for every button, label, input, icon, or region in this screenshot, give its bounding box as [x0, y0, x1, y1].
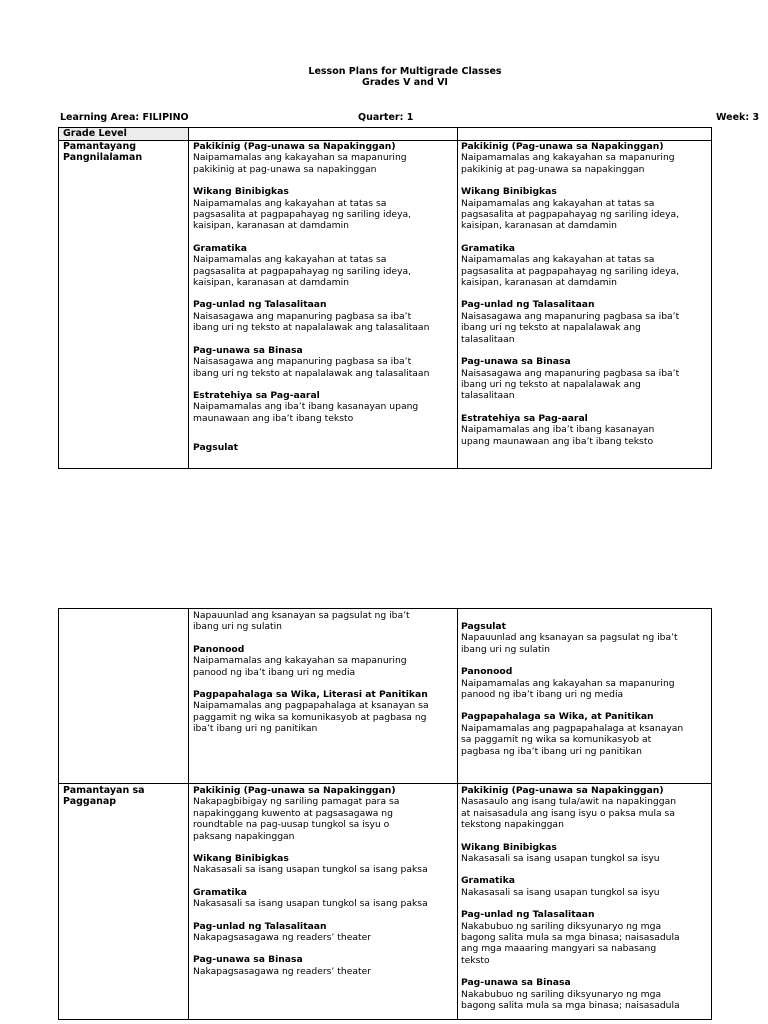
section	[461, 785, 711, 831]
section	[461, 909, 711, 966]
section	[461, 413, 711, 447]
section-heading: Panonood	[461, 666, 513, 678]
column-divider	[457, 609, 458, 1019]
section	[193, 689, 455, 735]
section-body: Nakabubuo ng sariling diksyunaryo ng mga bagong salita mula sa mga binasa; naisasadula ang mga maaaring mangyari sa nabasang teksto	[461, 920, 680, 966]
section	[193, 644, 455, 678]
section-heading: Pagpapahalaga sa Wika, at Panitikan	[461, 711, 654, 723]
section-body: Naipamamalas ang iba’t ibang kasanayan upang maunawaan ang iba’t ibang teksto	[461, 424, 655, 447]
section-body: Naipamamalas ang kakayahan at tatas sa pagsasalita at pagpapahayag ng sariling ideya, kaisipan, karanasan at damdamin	[193, 197, 412, 232]
section-body: Naipamamalas ang kakayahan at tatas sa pagsasalita at pagpapahayag ng sariling ideya, kaisipan, karanasan at damdamin	[193, 254, 412, 289]
section-heading: Pag-unawa sa Binasa	[461, 977, 571, 989]
section-heading: Pag-unawa sa Binasa	[193, 344, 303, 356]
section	[193, 785, 455, 842]
grade-vi-performance-cell	[461, 785, 711, 1012]
section	[461, 186, 711, 232]
section-heading: Gramatika	[193, 886, 247, 898]
section-heading: Estratehiya sa Pag-aaral	[193, 389, 320, 401]
section	[461, 621, 711, 655]
section	[461, 875, 711, 898]
section-heading: Pagsulat	[461, 621, 507, 632]
section	[193, 186, 455, 232]
section-body: Naipamamalas ang pagpapahalaga at ksanayan sa paggamit ng wika sa komunikasyob at pagbasa ng iba’t ibang uri ng panitikan	[461, 722, 684, 757]
section	[193, 887, 455, 910]
content-standard-label: Pamantayang Pangnilalaman	[63, 141, 143, 164]
grade-vi-content-cont-cell	[461, 621, 711, 757]
column-divider	[188, 128, 189, 468]
section-heading: Pag-unlad ng Talasalitaan	[193, 299, 327, 311]
section	[193, 442, 455, 453]
section	[193, 390, 455, 424]
section-heading: Pag-unlad ng Talasalitaan	[461, 909, 595, 921]
section-body: Naipamamalas ang kakayahan sa mapanuring panood ng iba’t ibang uri ng media	[461, 677, 675, 701]
section-heading: Gramatika	[461, 242, 515, 254]
section-body: Nakasasali sa isang usapan tungkol sa isang paksa	[193, 864, 428, 876]
column-divider	[457, 128, 458, 468]
section	[193, 345, 455, 379]
section-body: Nasasaulo ang isang tula/awit na napakinggan at naisasadula ang isang isyu o paksa mula sa tekstong napakinggan	[461, 796, 677, 831]
section	[461, 299, 711, 345]
section-heading: Estratehiya sa Pag-aaral	[461, 412, 588, 424]
quarter-label: Quarter: 1	[358, 112, 414, 123]
section-heading: Wikang Binibigkas	[193, 853, 289, 865]
section	[461, 977, 711, 1011]
section-body: Nakabubuo ng sariling diksyunaryo ng mga bagong salita mula sa mga binasa; naisasadula	[461, 988, 680, 1012]
section	[461, 666, 711, 700]
section-heading: Pakikinig (Pag-unawa sa Napakinggan)	[461, 785, 664, 796]
section	[193, 921, 455, 944]
continuation-table	[58, 608, 712, 1020]
section-body: Nakapagsasagawa ng readers’ theater	[193, 932, 372, 944]
section-body: Naipamamalas ang kakayahan at tatas sa pagsasalita at pagpapahayag ng sariling ideya, kaisipan, karanasan at damdamin	[461, 197, 680, 232]
row-divider	[59, 783, 711, 784]
grade-level-label: Grade Level	[63, 128, 127, 139]
section	[193, 954, 455, 977]
section	[461, 842, 711, 865]
section	[193, 141, 455, 175]
section-body: Naipamamalas ang kakayahan sa mapanuring pakikinig at pag-unawa sa napakinggan	[461, 152, 675, 175]
section-body: Naisasagawa ang mapanuring pagbasa sa iba’t ibang uri ng teksto at napalalawak ang talasalitaan	[193, 310, 430, 334]
section-body: Naipamamalas ang kakayahan at tatas sa pagsasalita at pagpapahayag ng sariling ideya, kaisipan, karanasan at damdamin	[461, 254, 680, 289]
section-heading: Wikang Binibigkas	[461, 841, 557, 853]
section-body: Nakasasali sa isang usapan tungkol sa isyu	[461, 886, 660, 898]
section-body: Naipamamalas ang iba’t ibang kasanayan upang maunawaan ang iba’t ibang teksto	[193, 401, 419, 424]
section	[461, 243, 711, 289]
section-heading: Wikang Binibigkas	[193, 186, 289, 198]
section-body: Naisasagawa ang mapanuring pagbasa sa iba’t ibang uri ng teksto at napalalawak ang talasalitaan	[193, 356, 430, 379]
section-body: Nakapagbibigay ng sariling pamagat para sa napakinggang kuwento at pagsasagawa ng roundtable na pag-uusap tungkol sa isyu o paksang napakinggan	[193, 796, 400, 842]
section-body: Napauunlad ang ksanayan sa pagsulat ng iba’t ibang uri ng sulatin	[461, 632, 678, 655]
grade-v-performance-cell	[193, 785, 455, 977]
section-heading: Gramatika	[193, 242, 247, 254]
document-title: Lesson Plans for Multigrade Classes	[308, 66, 502, 77]
learning-area-label: Learning Area: FILIPINO	[60, 112, 189, 123]
section-heading: Pag-unlad ng Talasalitaan	[461, 299, 595, 311]
section-heading: Gramatika	[461, 875, 515, 887]
week-label: Week: 3	[716, 112, 760, 123]
section-heading: Pakikinig (Pag-unawa sa Napakinggan)	[193, 141, 396, 152]
section	[193, 853, 455, 876]
section-body: Naisasagawa ang mapanuring pagbasa sa iba’t ibang uri ng teksto at napalalawak ang talasalitaan	[461, 367, 680, 402]
section-body: Naipamamalas ang pagpapahalaga at ksanayan sa paggamit ng wika sa komunikasyob at pagbasa ng iba’t ibang uri ng panitikan	[193, 700, 429, 735]
section-body: Naipamamalas ang kakayahan sa mapanuring panood ng iba’t ibang uri ng media	[193, 655, 407, 678]
section	[461, 711, 711, 757]
section-body: Nakasasali sa isang usapan tungkol sa isyu	[461, 853, 660, 865]
section-heading: Pagsulat	[193, 442, 239, 454]
section-heading: Pag-unawa sa Binasa	[461, 356, 571, 368]
grade-v-content-cell	[193, 141, 455, 454]
section-heading: Pagpapahalaga sa Wika, Literasi at Panitikan	[193, 689, 428, 701]
section-heading: Pakikinig (Pag-unawa sa Napakinggan)	[193, 785, 396, 796]
document-subtitle: Grades V and VI	[362, 77, 448, 88]
section-body: Napauunlad ang ksanayan sa pagsulat ng iba’t ibang uri ng sulatin	[193, 610, 410, 633]
grade-v-content-cont-cell	[193, 610, 455, 735]
section-heading: Pag-unawa sa Binasa	[193, 954, 303, 966]
section-heading: Panonood	[193, 643, 245, 655]
section-body: Naisasagawa ang mapanuring pagbasa sa iba’t ibang uri ng teksto at napalalawak ang talasalitaan	[461, 310, 680, 345]
section-body: Nakasasali sa isang usapan tungkol sa isang paksa	[193, 898, 428, 910]
section	[461, 141, 711, 175]
section-heading: Pakikinig (Pag-unawa sa Napakinggan)	[461, 141, 664, 152]
section	[193, 243, 455, 289]
section-heading: Wikang Binibigkas	[461, 186, 557, 198]
column-divider	[188, 609, 189, 1019]
grade-vi-content-cell	[461, 141, 711, 447]
section	[193, 299, 455, 333]
performance-standard-label: Pamantayan sa Pagganap	[63, 785, 145, 808]
section-body: Nakapagsasagawa ng readers’ theater	[193, 965, 372, 977]
section-heading: Pag-unlad ng Talasalitaan	[193, 920, 327, 932]
section-body: Naipamamalas ang kakayahan sa mapanuring pakikinig at pag-unawa sa napakinggan	[193, 152, 407, 175]
section	[461, 356, 711, 402]
content-standards-table	[58, 127, 712, 469]
